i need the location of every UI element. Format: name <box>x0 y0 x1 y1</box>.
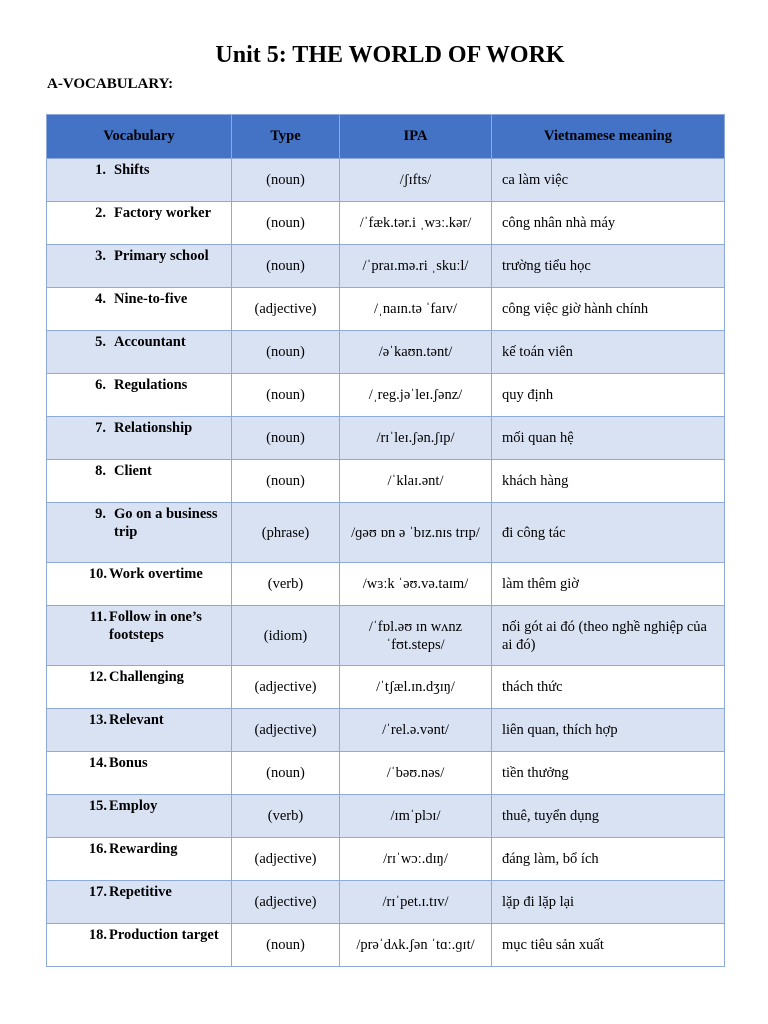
ipa-cell: /ˈpraɪ.mə.ri ˌskuːl/ <box>340 245 492 288</box>
ipa-cell: /ˈfæk.tər.i ˌwɜː.kər/ <box>340 202 492 245</box>
table-body <box>47 159 725 967</box>
vietnamese-meaning-cell: thách thức <box>492 666 725 709</box>
table-row <box>47 417 725 460</box>
vocabulary-word: Production target <box>109 927 219 943</box>
table-row <box>47 563 725 606</box>
word-type-cell: (noun) <box>232 159 340 202</box>
row-number: 16. <box>88 841 107 857</box>
vietnamese-meaning-cell: đáng làm, bổ ích <box>492 838 725 881</box>
vietnamese-meaning-cell: lặp đi lặp lại <box>492 881 725 924</box>
vocabulary-cell <box>47 417 232 460</box>
ipa-cell: /ˌreg.jəˈleɪ.ʃənz/ <box>340 374 492 417</box>
vocabulary-cell <box>47 288 232 331</box>
vocabulary-word: Relevant <box>109 712 164 728</box>
table-row <box>47 606 725 666</box>
vocabulary-cell <box>47 606 232 666</box>
table-row <box>47 666 725 709</box>
row-number: 2. <box>95 205 106 221</box>
vocabulary-word: Go on a business trip <box>114 506 218 540</box>
ipa-cell: /əˈkaʊn.tənt/ <box>340 331 492 374</box>
vocabulary-word: Challenging <box>109 669 184 685</box>
vocabulary-cell <box>47 374 232 417</box>
vocabulary-word: Rewarding <box>109 841 178 857</box>
table-row <box>47 752 725 795</box>
row-number: 13. <box>88 712 107 728</box>
row-number: 3. <box>95 248 106 264</box>
row-number: 4. <box>95 291 106 307</box>
word-type-cell: (adjective) <box>232 881 340 924</box>
word-type-cell: (adjective) <box>232 288 340 331</box>
vocabulary-cell <box>47 881 232 924</box>
vocabulary-cell <box>47 838 232 881</box>
vietnamese-meaning-cell: tiền thưởng <box>492 752 725 795</box>
table-row <box>47 795 725 838</box>
row-number: 12. <box>88 669 107 685</box>
table-row <box>47 709 725 752</box>
vocabulary-cell <box>47 202 232 245</box>
vocabulary-word: Repetitive <box>109 884 172 900</box>
word-type-cell: (noun) <box>232 374 340 417</box>
ipa-cell: /wɜːk ˈəʊ.və.taɪm/ <box>340 563 492 606</box>
table-row <box>47 924 725 967</box>
vocabulary-word: Follow in one’s footsteps <box>109 609 202 643</box>
table-row <box>47 881 725 924</box>
vocabulary-word: Nine-to-five <box>114 291 188 307</box>
vocabulary-word: Client <box>114 463 152 479</box>
header-vocabulary: Vocabulary <box>47 115 232 159</box>
row-number: 8. <box>95 463 106 479</box>
ipa-cell: /ˈtʃæl.ɪn.dʒɪŋ/ <box>340 666 492 709</box>
ipa-cell: /ˈfɒl.əʊ ɪn wʌnz ˈfʊt.steps/ <box>340 606 492 666</box>
ipa-cell: /rɪˈwɔː.dɪŋ/ <box>340 838 492 881</box>
vocabulary-word: Shifts <box>114 162 150 178</box>
row-number: 15. <box>88 798 107 814</box>
word-type-cell: (adjective) <box>232 709 340 752</box>
vietnamese-meaning-cell: kế toán viên <box>492 331 725 374</box>
word-type-cell: (noun) <box>232 417 340 460</box>
table-header-row <box>47 115 725 159</box>
word-type-cell: (noun) <box>232 752 340 795</box>
vocabulary-cell <box>47 666 232 709</box>
word-type-cell: (phrase) <box>232 503 340 563</box>
table-row <box>47 202 725 245</box>
ipa-cell: /rɪˈleɪ.ʃən.ʃɪp/ <box>340 417 492 460</box>
row-number: 11. <box>89 609 107 625</box>
row-number: 7. <box>95 420 106 436</box>
word-type-cell: (idiom) <box>232 606 340 666</box>
vietnamese-meaning-cell: mối quan hệ <box>492 417 725 460</box>
vocabulary-word: Factory worker <box>114 205 212 221</box>
word-type-cell: (noun) <box>232 202 340 245</box>
ipa-cell: /ˈbəʊ.nəs/ <box>340 752 492 795</box>
vietnamese-meaning-cell: quy định <box>492 374 725 417</box>
row-number: 10. <box>88 566 107 582</box>
word-type-cell: (noun) <box>232 245 340 288</box>
vocabulary-word: Regulations <box>114 377 188 393</box>
vietnamese-meaning-cell: mục tiêu sản xuất <box>492 924 725 967</box>
table-row <box>47 460 725 503</box>
table-row <box>47 288 725 331</box>
page-title: Unit 5: THE WORLD OF WORK <box>215 42 565 68</box>
vietnamese-meaning-cell: công việc giờ hành chính <box>492 288 725 331</box>
ipa-cell: /ˈrel.ə.vənt/ <box>340 709 492 752</box>
row-number: 6. <box>95 377 106 393</box>
table-row <box>47 245 725 288</box>
header-ipa: IPA <box>340 115 492 159</box>
ipa-cell: /ˌnaɪn.tə ˈfaɪv/ <box>340 288 492 331</box>
vietnamese-meaning-cell: trường tiểu học <box>492 245 725 288</box>
ipa-cell: /ʃɪfts/ <box>340 159 492 202</box>
header-vietnamese-meaning: Vietnamese meaning <box>492 115 725 159</box>
ipa-cell: /ɡəʊ ɒn ə ˈbɪz.nɪs trɪp/ <box>340 503 492 563</box>
table-row <box>47 503 725 563</box>
vocabulary-cell <box>47 460 232 503</box>
vietnamese-meaning-cell: thuê, tuyển dụng <box>492 795 725 838</box>
vietnamese-meaning-cell: khách hàng <box>492 460 725 503</box>
vocabulary-word: Relationship <box>114 420 193 436</box>
word-type-cell: (verb) <box>232 795 340 838</box>
table-row <box>47 331 725 374</box>
vietnamese-meaning-cell: ca làm việc <box>492 159 725 202</box>
word-type-cell: (adjective) <box>232 666 340 709</box>
table-row <box>47 838 725 881</box>
word-type-cell: (adjective) <box>232 838 340 881</box>
vocabulary-cell <box>47 752 232 795</box>
row-number: 1. <box>95 162 106 178</box>
word-type-cell: (verb) <box>232 563 340 606</box>
table-row <box>47 159 725 202</box>
word-type-cell: (noun) <box>232 460 340 503</box>
section-heading: A-VOCABULARY: <box>47 76 174 92</box>
ipa-cell: /rɪˈpet.ɪ.tɪv/ <box>340 881 492 924</box>
vocabulary-cell <box>47 503 232 563</box>
vocabulary-cell <box>47 563 232 606</box>
row-number: 14. <box>88 755 107 771</box>
vocabulary-cell <box>47 709 232 752</box>
ipa-cell: /prəˈdʌk.ʃən ˈtɑː.ɡɪt/ <box>340 924 492 967</box>
vietnamese-meaning-cell: liên quan, thích hợp <box>492 709 725 752</box>
row-number: 17. <box>88 884 107 900</box>
vocabulary-word: Accountant <box>114 334 186 350</box>
vocabulary-word: Bonus <box>109 755 148 771</box>
ipa-cell: /ɪmˈplɔɪ/ <box>340 795 492 838</box>
vocabulary-word: Work overtime <box>109 566 203 582</box>
vocabulary-cell <box>47 245 232 288</box>
row-number: 5. <box>95 334 106 350</box>
vocabulary-cell <box>47 331 232 374</box>
word-type-cell: (noun) <box>232 331 340 374</box>
row-number: 9. <box>95 506 106 522</box>
vocabulary-cell <box>47 924 232 967</box>
vocabulary-word: Primary school <box>114 248 209 264</box>
vocabulary-cell <box>47 795 232 838</box>
vietnamese-meaning-cell: đi công tác <box>492 503 725 563</box>
vietnamese-meaning-cell: công nhân nhà máy <box>492 202 725 245</box>
vietnamese-meaning-cell: làm thêm giờ <box>492 563 725 606</box>
vocabulary-table <box>46 114 725 967</box>
word-type-cell: (noun) <box>232 924 340 967</box>
vietnamese-meaning-cell: nối gót ai đó (theo nghề nghiệp của ai đó) <box>492 606 725 666</box>
ipa-cell: /ˈklaɪ.ənt/ <box>340 460 492 503</box>
vocabulary-cell <box>47 159 232 202</box>
header-type: Type <box>232 115 340 159</box>
vocabulary-word: Employ <box>109 798 158 814</box>
table-row <box>47 374 725 417</box>
row-number: 18. <box>88 927 107 943</box>
